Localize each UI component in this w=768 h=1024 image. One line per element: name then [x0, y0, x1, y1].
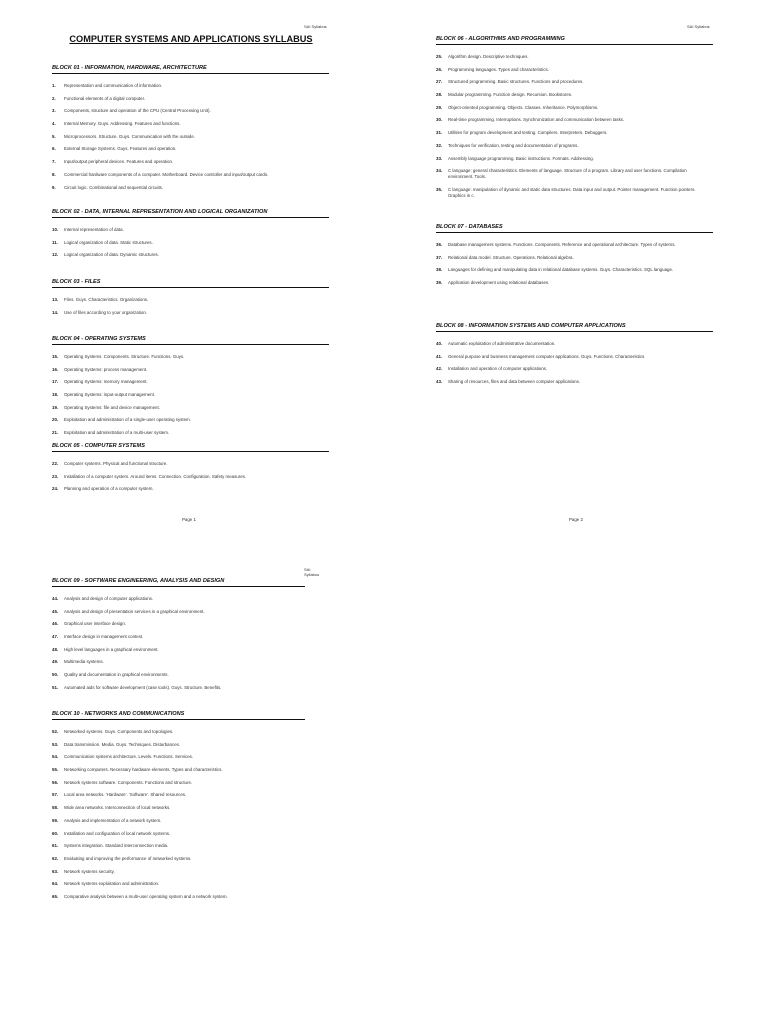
- item-number: 57.: [52, 792, 59, 798]
- list-item: [52, 856, 305, 862]
- list-item: [52, 818, 305, 824]
- document-title: COMPUTER SYSTEMS AND APPLICATIONS SYLLABUS: [69, 34, 313, 44]
- item-text: Logical organization of data. Static structures.: [64, 239, 153, 245]
- item-text: Use of files according to your organization.: [64, 309, 147, 315]
- item-text: Data transmission. Media. Guys. Techniques. Disturbances.: [64, 741, 181, 747]
- list-item: [52, 596, 305, 602]
- block-03: [52, 279, 329, 322]
- item-number: 20.: [52, 417, 59, 423]
- list-item: [52, 729, 305, 735]
- block-07: [436, 224, 713, 293]
- item-number: 64.: [52, 881, 59, 887]
- page-header-label-3: [304, 567, 319, 577]
- item-text: Files. Guys. Characteristics. Organizations.: [64, 297, 149, 302]
- block-04: [52, 336, 329, 443]
- item-text: Operating Systems. Components. Structure. Functions. Guys.: [64, 354, 185, 359]
- item-text: Planning and operation of a computer system.: [64, 486, 154, 492]
- item-number: 13.: [52, 297, 59, 302]
- list-item: [52, 609, 305, 615]
- list-item: [52, 96, 329, 102]
- list-item: [52, 792, 305, 798]
- item-number: 53.: [52, 741, 59, 747]
- item-number: 6.: [52, 146, 56, 152]
- item-text: General purpose and business management computer applications. Guys. Functions. Characteristics.: [448, 353, 646, 359]
- item-number: 55.: [52, 767, 59, 773]
- item-number: 38.: [436, 267, 443, 273]
- item-number: 36.: [436, 242, 443, 247]
- list-item: [52, 672, 305, 678]
- item-number: 48.: [52, 646, 59, 652]
- item-text: Functional elements of a digital computer.: [64, 95, 146, 101]
- item-text: Network systems software. Components. Functions and structure.: [64, 779, 193, 785]
- list-item: [52, 354, 329, 360]
- item-text: Computer systems. Physical and functional structure.: [64, 461, 168, 466]
- block-09: [52, 578, 305, 698]
- list-item: [436, 379, 713, 385]
- item-number: 31.: [436, 130, 443, 136]
- item-number: 4.: [52, 121, 56, 127]
- item-number: 10.: [52, 227, 59, 232]
- item-text: Local area networks. 'Hardware'. 'Software'. Shared resources.: [64, 792, 187, 798]
- list-item: [436, 105, 713, 111]
- item-text: Quality and documentation in graphical environments.: [64, 672, 169, 678]
- item-number: 32.: [436, 142, 443, 148]
- item-text: Networked systems. Guys. Components and topologies.: [64, 729, 174, 734]
- item-text: Graphical user interface design.: [64, 621, 126, 627]
- item-text: External Storage Systems. Guys. Features and operation.: [64, 146, 177, 152]
- list-item: [52, 461, 329, 467]
- item-text: Internal representation of data.: [64, 227, 124, 232]
- item-text: Logical organization of data. Dynamic structures.: [64, 252, 159, 258]
- list-item: [436, 79, 713, 85]
- item-text: Network systems exploitation and administration.: [64, 881, 160, 887]
- block-heading: BLOCK 01 - INFORMATION, HARDWARE, ARCHITECTURE: [52, 65, 329, 74]
- item-number: 56.: [52, 779, 59, 785]
- list-item: [52, 159, 329, 165]
- item-number: 8.: [52, 171, 56, 177]
- item-number: 41.: [436, 353, 443, 359]
- item-number: 2.: [52, 95, 56, 101]
- item-number: 49.: [52, 659, 59, 665]
- block-items: [52, 83, 329, 191]
- item-number: 30.: [436, 117, 443, 123]
- page-header-label-2: SAI Syllabus: [687, 24, 710, 29]
- item-number: 19.: [52, 404, 59, 410]
- item-text: Evaluating and improving the performance of networked systems.: [64, 855, 192, 861]
- list-item: [52, 634, 305, 640]
- item-text: Installation of a computer system. Around items. Connection. Configuration. Safety measures.: [64, 473, 247, 479]
- block-heading: BLOCK 09 - SOFTWARE ENGINEERING, ANALYSIS AND DESIGN: [52, 578, 305, 587]
- list-item: [52, 621, 305, 627]
- list-item: [52, 185, 329, 191]
- list-item: [52, 240, 329, 246]
- block-heading: BLOCK 03 - FILES: [52, 279, 329, 288]
- item-text: Automated aids for software development (case tools). Guys. Structure. Benefits.: [64, 684, 222, 690]
- item-number: 25.: [436, 54, 443, 59]
- item-text: High level languages in a graphical environment.: [64, 646, 159, 652]
- list-item: [436, 54, 713, 60]
- list-item: [52, 121, 329, 127]
- list-item: [52, 297, 329, 303]
- item-number: 35.: [436, 186, 443, 192]
- item-number: 23.: [52, 473, 59, 479]
- item-number: 54.: [52, 754, 59, 760]
- header-label-line-1: SAI: [304, 567, 311, 572]
- item-text: Languages for defining and manipulating data in relational database systems. Guys. Characteristics. SQL language.: [448, 267, 674, 273]
- item-text: Circuit logic. Combinational and sequential circuits.: [64, 184, 164, 190]
- block-items: [436, 54, 713, 199]
- list-item: [436, 168, 713, 180]
- item-text: Programming languages. Types and characteristics.: [448, 66, 549, 72]
- list-item: [52, 392, 329, 398]
- list-item: [436, 187, 713, 199]
- item-text: Systems integration. Standard interconnection media.: [64, 843, 169, 849]
- list-item: [52, 647, 305, 653]
- item-number: 1.: [52, 83, 56, 88]
- item-number: 45.: [52, 608, 59, 614]
- item-text: Operating Systems: input-output management.: [64, 392, 156, 398]
- item-text: Microprocessors. Structure. Guys. Communication with the outside.: [64, 133, 196, 139]
- list-item: [436, 354, 713, 360]
- item-number: 62.: [52, 855, 59, 861]
- item-number: 7.: [52, 159, 56, 165]
- item-number: 15.: [52, 354, 59, 359]
- list-item: [52, 474, 329, 480]
- item-text: Analysis and design of computer applications.: [64, 596, 154, 601]
- item-number: 18.: [52, 392, 59, 398]
- item-number: 12.: [52, 252, 59, 258]
- block-08: [436, 323, 713, 392]
- list-item: [52, 843, 305, 849]
- item-number: 28.: [436, 92, 443, 98]
- item-text: Algorithm design. Descriptive techniques.: [448, 54, 529, 59]
- block-items: [52, 297, 329, 316]
- item-number: 37.: [436, 254, 443, 260]
- list-item: [52, 780, 305, 786]
- item-number: 58.: [52, 805, 59, 811]
- item-text: Interface design in management context.: [64, 634, 144, 640]
- block-items: [436, 242, 713, 286]
- list-item: [52, 430, 329, 436]
- item-number: 11.: [52, 239, 58, 245]
- list-item: [52, 805, 305, 811]
- list-item: [436, 242, 713, 248]
- block-items: [52, 729, 305, 900]
- list-item: [436, 143, 713, 149]
- item-text: Utilities for program development and testing. Compilers. Interpreters. Debuggers.: [448, 130, 608, 136]
- item-number: 51.: [52, 684, 59, 690]
- list-item: [52, 367, 329, 373]
- page-number-1: Page 1: [182, 517, 196, 522]
- list-item: [436, 267, 713, 273]
- block-items: [52, 354, 329, 436]
- item-number: 16.: [52, 366, 59, 372]
- item-number: 39.: [436, 280, 443, 286]
- item-text: Networking computers. Necessary hardware elements. Types and characteristics.: [64, 767, 223, 773]
- list-item: [52, 83, 329, 89]
- block-items: [52, 596, 305, 691]
- item-text: Operating Systems: process management.: [64, 366, 148, 372]
- list-item: [52, 881, 305, 887]
- item-number: 33.: [436, 155, 443, 161]
- block-heading: BLOCK 10 - NETWORKS AND COMMUNICATIONS: [52, 711, 305, 720]
- list-item: [436, 67, 713, 73]
- item-number: 52.: [52, 729, 59, 734]
- item-text: Sharing of resources, files and data between computer applications.: [448, 379, 581, 385]
- item-number: 21.: [52, 430, 59, 436]
- item-number: 61.: [52, 843, 59, 849]
- block-heading: BLOCK 04 - OPERATING SYSTEMS: [52, 336, 329, 345]
- list-item: [52, 417, 329, 423]
- item-text: C language: manipulation of dynamic and static data structures. Data input and output. Pointer management. Function pointers. Graphics in c.: [448, 186, 696, 198]
- item-number: 22.: [52, 461, 59, 466]
- item-number: 3.: [52, 108, 56, 114]
- list-item: [436, 130, 713, 136]
- item-text: Application development using relational databases.: [448, 280, 550, 286]
- item-number: 27.: [436, 79, 443, 85]
- block-heading: BLOCK 05 - COMPUTER SYSTEMS: [52, 443, 329, 452]
- item-text: Assembly language programming. Basic instructions. Formats. Addressing.: [448, 155, 594, 161]
- item-text: Network systems security.: [64, 868, 115, 874]
- item-text: Communication systems architecture. Levels. Functions. Services.: [64, 754, 194, 760]
- list-item: [52, 754, 305, 760]
- item-text: Analysis and implementation of a network system.: [64, 817, 162, 823]
- item-text: Exploitation and administration of a multi-user system.: [64, 430, 170, 436]
- item-text: Comparative analysis between a multi-user operating system and a network system.: [64, 893, 228, 899]
- block-items: [52, 461, 329, 492]
- list-item: [52, 172, 329, 178]
- item-number: 65.: [52, 893, 59, 899]
- item-number: 14.: [52, 309, 59, 315]
- block-01: [52, 65, 329, 197]
- list-item: [52, 767, 305, 773]
- list-item: [436, 117, 713, 123]
- list-item: [436, 280, 713, 286]
- block-heading: BLOCK 02 - DATA, INTERNAL REPRESENTATION AND LOGICAL ORGANIZATION: [52, 209, 329, 218]
- list-item: [52, 310, 329, 316]
- item-text: Relational data model. Structure. Operations. Relational algebra.: [448, 254, 574, 260]
- item-text: Input/output peripheral devices. Features and operation.: [64, 159, 174, 165]
- block-06: [436, 36, 713, 206]
- item-number: 63.: [52, 868, 59, 874]
- block-heading: BLOCK 08 - INFORMATION SYSTEMS AND COMPUTER APPLICATIONS: [436, 323, 713, 332]
- item-text: C language: general characteristics. Elements of language. Structure of a program. Library and user functions. Compilation environment. Tools.: [448, 168, 687, 180]
- item-number: 34.: [436, 168, 443, 174]
- item-text: Structured programming. Basic structures. Functions and procedures.: [448, 79, 584, 85]
- item-number: 5.: [52, 133, 56, 139]
- item-number: 43.: [436, 379, 443, 385]
- block-10: [52, 711, 305, 907]
- item-number: 9.: [52, 184, 56, 190]
- page-header-label: SAI Syllabus: [304, 24, 327, 29]
- item-number: 42.: [436, 366, 443, 372]
- list-item: [52, 108, 329, 114]
- block-heading: BLOCK 06 - ALGORITHMS AND PROGRAMMING: [436, 36, 713, 45]
- item-text: Installation and operation of computer applications.: [448, 366, 548, 372]
- item-number: 24.: [52, 486, 59, 492]
- item-text: Modular programming. Function design. Recursion. Bookstores.: [448, 92, 573, 98]
- list-item: [52, 146, 329, 152]
- block-02: [52, 209, 329, 265]
- item-text: Real-time programming. Interruptions. Synchronization and communication between tasks.: [448, 117, 625, 123]
- list-item: [52, 685, 305, 691]
- block-items: [52, 227, 329, 258]
- block-heading: BLOCK 07 - DATABASES: [436, 224, 713, 233]
- item-text: Operating Systems: file and device management.: [64, 404, 160, 410]
- list-item: [436, 366, 713, 372]
- list-item: [52, 831, 305, 837]
- list-item: [436, 156, 713, 162]
- item-number: 59.: [52, 817, 59, 823]
- list-item: [52, 742, 305, 748]
- item-number: 40.: [436, 341, 443, 346]
- item-number: 60.: [52, 830, 59, 836]
- item-text: Analysis and design of presentation services in a graphical environment.: [64, 608, 205, 614]
- item-number: 50.: [52, 672, 59, 678]
- item-text: Wide area networks. Interconnection of local networks.: [64, 805, 171, 811]
- item-number: 47.: [52, 634, 59, 640]
- list-item: [52, 659, 305, 665]
- item-text: Database management systems. Functions. Components. Reference and operational architecture. Types of systems.: [448, 242, 676, 247]
- list-item: [436, 341, 713, 347]
- item-number: 26.: [436, 66, 443, 72]
- block-items: [436, 341, 713, 385]
- item-number: 17.: [52, 379, 59, 385]
- list-item: [436, 92, 713, 98]
- block-05: [52, 443, 329, 499]
- list-item: [52, 894, 305, 900]
- item-text: Techniques for verification, testing and documentation of programs.: [448, 142, 579, 148]
- list-item: [52, 405, 329, 411]
- item-text: Multimedia systems.: [64, 659, 104, 665]
- list-item: [52, 379, 329, 385]
- list-item: [436, 255, 713, 261]
- list-item: [52, 486, 329, 492]
- item-text: Representation and communication of information.: [64, 83, 163, 88]
- item-text: Internal Memory. Guys. Addressing. Features and functions.: [64, 121, 181, 127]
- item-text: Installation and configuration of local network systems.: [64, 830, 171, 836]
- item-text: Operating Systems: memory management.: [64, 379, 148, 385]
- item-text: Object-oriented programming. Objects. Classes. Inheritance. Polymorphisms.: [448, 104, 599, 110]
- list-item: [52, 252, 329, 258]
- item-number: 29.: [436, 104, 443, 110]
- list-item: [52, 134, 329, 140]
- item-text: Commercial hardware components of a computer. Motherboard. Device controller and input/output cards.: [64, 171, 269, 177]
- list-item: [52, 869, 305, 875]
- item-text: Components, structure and operation of the CPU (Central Processing Unit).: [64, 108, 211, 114]
- page-number-2: Page 2: [569, 517, 583, 522]
- item-number: 46.: [52, 621, 59, 627]
- item-text: Automatic exploitation of administrative documentation.: [448, 341, 556, 346]
- header-label-line-2: Syllabus: [304, 572, 320, 577]
- item-number: 44.: [52, 596, 59, 601]
- list-item: [52, 227, 329, 233]
- item-text: Exploitation and administration of a single-user operating system.: [64, 417, 191, 423]
